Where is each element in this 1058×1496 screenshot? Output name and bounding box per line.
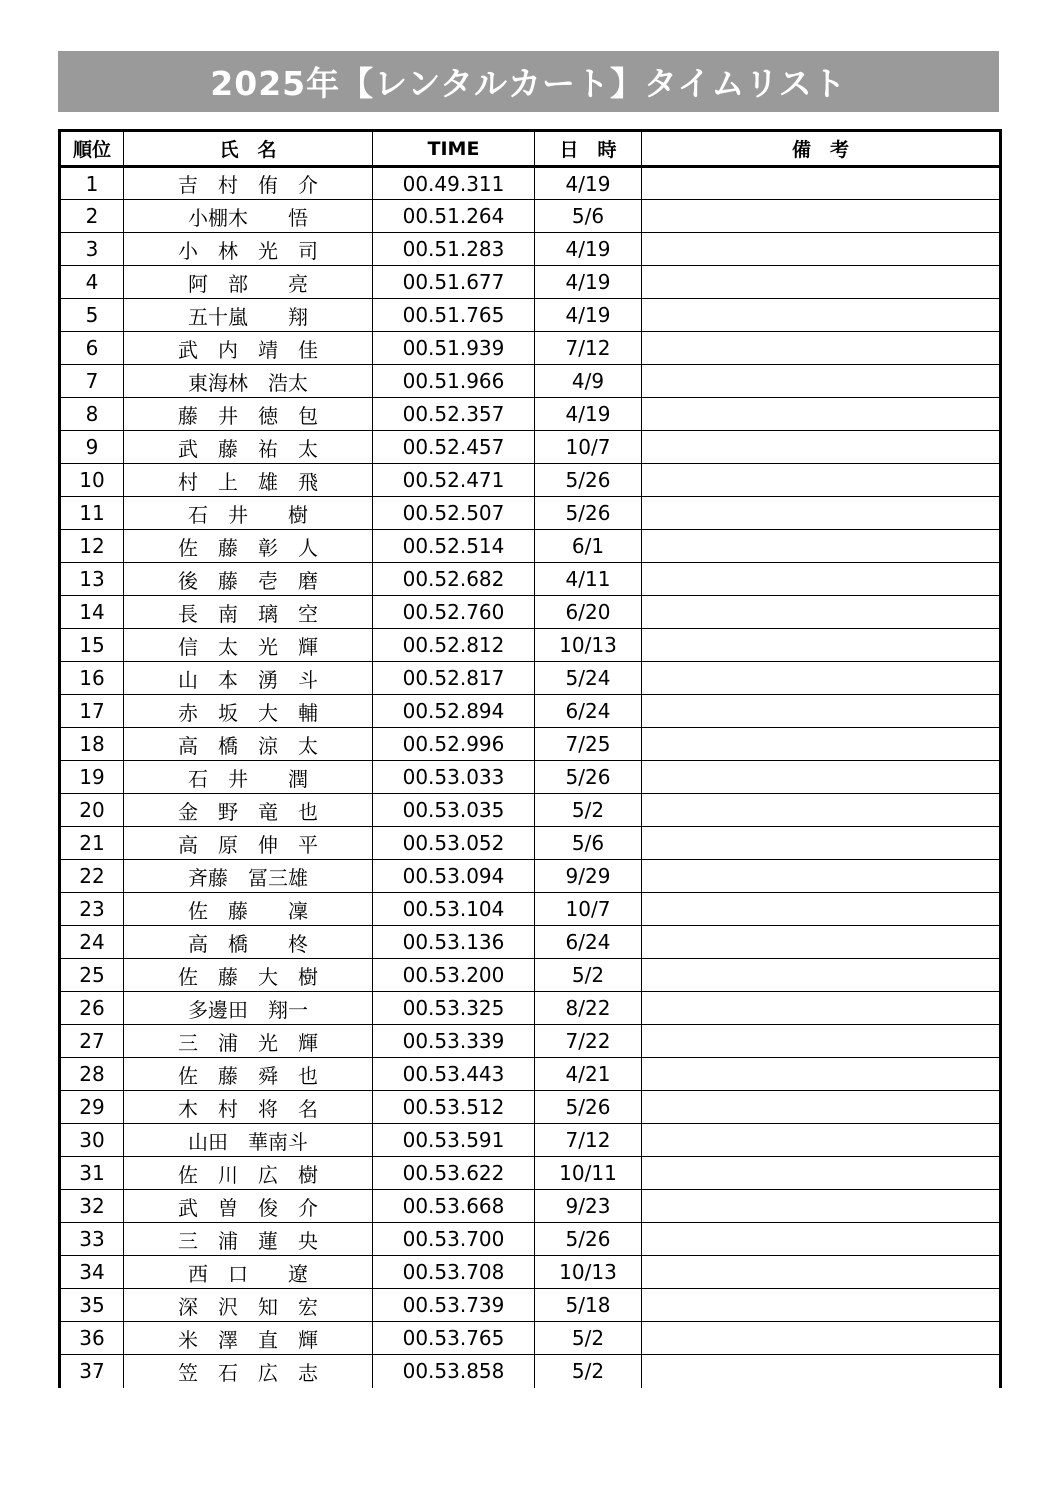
note-cell [642,761,1001,794]
note-cell [642,1355,1001,1388]
table-row [60,827,1001,860]
date-cell: 5/26 [535,1091,642,1124]
name-cell: 石 井 樹 [124,497,373,530]
note-cell [642,1190,1001,1223]
date-cell: 5/2 [535,959,642,992]
time-cell: 00.52.812 [373,629,535,662]
note-cell [642,1124,1001,1157]
name-cell: 石 井 潤 [124,761,373,794]
note-cell [642,332,1001,365]
date-cell: 6/24 [535,695,642,728]
table-row [60,794,1001,827]
name-cell: 阿 部 亮 [124,266,373,299]
name-cell: 高 橋 涼 太 [124,728,373,761]
rank-cell: 36 [60,1322,124,1355]
time-cell: 00.52.514 [373,530,535,563]
header-time: TIME [373,131,535,167]
table-row [60,1058,1001,1091]
time-cell: 00.53.443 [373,1058,535,1091]
name-cell: 藤 井 徳 包 [124,398,373,431]
name-cell: 東海林 浩太 [124,365,373,398]
date-cell: 8/22 [535,992,642,1025]
rank-cell: 9 [60,431,124,464]
time-cell: 00.53.739 [373,1289,535,1322]
date-cell: 5/26 [535,497,642,530]
date-cell: 10/13 [535,629,642,662]
table-row [60,629,1001,662]
note-cell [642,959,1001,992]
note-cell [642,794,1001,827]
note-cell [642,728,1001,761]
note-cell [642,497,1001,530]
note-cell [642,992,1001,1025]
time-cell: 00.53.052 [373,827,535,860]
table-header [60,131,1001,167]
rank-cell: 17 [60,695,124,728]
table-row [60,893,1001,926]
note-cell [642,1058,1001,1091]
rank-cell: 22 [60,860,124,893]
note-cell [642,167,1001,200]
table-row [60,1157,1001,1190]
name-cell: 多邊田 翔一 [124,992,373,1025]
date-cell: 9/23 [535,1190,642,1223]
table-row [60,596,1001,629]
rank-cell: 35 [60,1289,124,1322]
rank-cell: 6 [60,332,124,365]
note-cell [642,431,1001,464]
rank-cell: 3 [60,233,124,266]
time-cell: 00.53.708 [373,1256,535,1289]
time-cell: 00.52.357 [373,398,535,431]
date-cell: 7/12 [535,1124,642,1157]
table-row [60,1124,1001,1157]
note-cell [642,1289,1001,1322]
name-cell: 山 本 湧 斗 [124,662,373,695]
date-cell: 7/22 [535,1025,642,1058]
table-row [60,1091,1001,1124]
note-cell [642,266,1001,299]
date-cell: 5/2 [535,1355,642,1388]
table-row [60,530,1001,563]
rank-cell: 18 [60,728,124,761]
table-row [60,1355,1001,1388]
table-row [60,398,1001,431]
table-row [60,299,1001,332]
time-cell: 00.53.668 [373,1190,535,1223]
table-row [60,464,1001,497]
time-cell: 00.53.591 [373,1124,535,1157]
note-cell [642,1157,1001,1190]
rank-cell: 10 [60,464,124,497]
name-cell: 武 曽 俊 介 [124,1190,373,1223]
table-row [60,761,1001,794]
name-cell: 斉藤 冨三雄 [124,860,373,893]
header-rank: 順位 [60,131,124,167]
name-cell: 笠 石 広 志 [124,1355,373,1388]
name-cell: 武 内 靖 佳 [124,332,373,365]
rank-cell: 25 [60,959,124,992]
rank-cell: 32 [60,1190,124,1223]
table-row [60,266,1001,299]
time-cell: 00.53.094 [373,860,535,893]
time-cell: 00.49.311 [373,167,535,200]
note-cell [642,596,1001,629]
time-cell: 00.53.200 [373,959,535,992]
name-cell: 佐 藤 舜 也 [124,1058,373,1091]
name-cell: 深 沢 知 宏 [124,1289,373,1322]
time-cell: 00.53.700 [373,1223,535,1256]
rank-cell: 15 [60,629,124,662]
time-cell: 00.53.512 [373,1091,535,1124]
time-cell: 00.51.939 [373,332,535,365]
date-cell: 6/20 [535,596,642,629]
header-date: 日 時 [535,131,642,167]
rank-cell: 31 [60,1157,124,1190]
name-cell: 佐 川 広 樹 [124,1157,373,1190]
time-list-table [58,129,1002,1388]
table-row [60,200,1001,233]
rank-cell: 37 [60,1355,124,1388]
name-cell: 佐 藤 大 樹 [124,959,373,992]
rank-cell: 16 [60,662,124,695]
date-cell: 5/6 [535,200,642,233]
name-cell: 高 橋 柊 [124,926,373,959]
rank-cell: 26 [60,992,124,1025]
time-cell: 00.51.966 [373,365,535,398]
name-cell: 西 口 遼 [124,1256,373,1289]
note-cell [642,1025,1001,1058]
name-cell: 高 原 伸 平 [124,827,373,860]
date-cell: 5/2 [535,794,642,827]
time-cell: 00.52.471 [373,464,535,497]
table-row [60,728,1001,761]
time-cell: 00.53.765 [373,1322,535,1355]
rank-cell: 14 [60,596,124,629]
note-cell [642,1256,1001,1289]
page-title-banner [58,51,999,112]
header-note: 備 考 [642,131,1001,167]
rank-cell: 8 [60,398,124,431]
date-cell: 10/13 [535,1256,642,1289]
date-cell: 4/19 [535,398,642,431]
rank-cell: 34 [60,1256,124,1289]
table-row [60,167,1001,200]
rank-cell: 19 [60,761,124,794]
name-cell: 武 藤 祐 太 [124,431,373,464]
date-cell: 6/1 [535,530,642,563]
table-row [60,332,1001,365]
name-cell: 佐 藤 凜 [124,893,373,926]
time-cell: 00.53.136 [373,926,535,959]
date-cell: 5/26 [535,464,642,497]
rank-cell: 33 [60,1223,124,1256]
rank-cell: 21 [60,827,124,860]
table-row [60,1025,1001,1058]
name-cell: 信 太 光 輝 [124,629,373,662]
time-cell: 00.52.457 [373,431,535,464]
date-cell: 9/29 [535,860,642,893]
date-cell: 10/11 [535,1157,642,1190]
date-cell: 4/21 [535,1058,642,1091]
date-cell: 6/24 [535,926,642,959]
date-cell: 10/7 [535,893,642,926]
table-row [60,959,1001,992]
date-cell: 4/19 [535,266,642,299]
table-body [60,167,1001,1388]
time-cell: 00.51.264 [373,200,535,233]
time-cell: 00.53.035 [373,794,535,827]
name-cell: 赤 坂 大 輔 [124,695,373,728]
note-cell [642,233,1001,266]
note-cell [642,860,1001,893]
table-row [60,992,1001,1025]
table-row [60,1223,1001,1256]
name-cell: 小棚木 悟 [124,200,373,233]
rank-cell: 28 [60,1058,124,1091]
note-cell [642,926,1001,959]
rank-cell: 29 [60,1091,124,1124]
time-cell: 00.52.682 [373,563,535,596]
time-cell: 00.53.033 [373,761,535,794]
table-row [60,431,1001,464]
name-cell: 後 藤 壱 磨 [124,563,373,596]
date-cell: 7/25 [535,728,642,761]
note-cell [642,629,1001,662]
rank-cell: 1 [60,167,124,200]
name-cell: 金 野 竜 也 [124,794,373,827]
time-cell: 00.53.622 [373,1157,535,1190]
note-cell [642,695,1001,728]
table-row [60,1256,1001,1289]
rank-cell: 20 [60,794,124,827]
rank-cell: 4 [60,266,124,299]
date-cell: 4/19 [535,167,642,200]
rank-cell: 5 [60,299,124,332]
rank-cell: 13 [60,563,124,596]
time-cell: 00.53.339 [373,1025,535,1058]
table-row [60,1322,1001,1355]
note-cell [642,464,1001,497]
note-cell [642,398,1001,431]
name-cell: 三 浦 蓮 央 [124,1223,373,1256]
date-cell: 5/6 [535,827,642,860]
table-row [60,926,1001,959]
name-cell: 小 林 光 司 [124,233,373,266]
rank-cell: 27 [60,1025,124,1058]
date-cell: 4/19 [535,299,642,332]
header-row [60,131,1001,167]
note-cell [642,365,1001,398]
name-cell: 三 浦 光 輝 [124,1025,373,1058]
table-row [60,563,1001,596]
table-row [60,1289,1001,1322]
name-cell: 佐 藤 彰 人 [124,530,373,563]
note-cell [642,827,1001,860]
note-cell [642,662,1001,695]
time-cell: 00.53.104 [373,893,535,926]
name-cell: 村 上 雄 飛 [124,464,373,497]
date-cell: 5/2 [535,1322,642,1355]
name-cell: 長 南 璃 空 [124,596,373,629]
time-cell: 00.51.283 [373,233,535,266]
table-row [60,860,1001,893]
name-cell: 五十嵐 翔 [124,299,373,332]
time-cell: 00.53.858 [373,1355,535,1388]
note-cell [642,200,1001,233]
rank-cell: 30 [60,1124,124,1157]
rank-cell: 11 [60,497,124,530]
table-row [60,662,1001,695]
rank-cell: 24 [60,926,124,959]
table-row [60,497,1001,530]
date-cell: 7/12 [535,332,642,365]
time-cell: 00.52.996 [373,728,535,761]
note-cell [642,1223,1001,1256]
time-cell: 00.52.760 [373,596,535,629]
date-cell: 4/11 [535,563,642,596]
table-row [60,1190,1001,1223]
note-cell [642,563,1001,596]
date-cell: 5/26 [535,761,642,794]
date-cell: 4/9 [535,365,642,398]
time-cell: 00.53.325 [373,992,535,1025]
time-cell: 00.52.894 [373,695,535,728]
note-cell [642,299,1001,332]
table-row [60,365,1001,398]
date-cell: 5/18 [535,1289,642,1322]
date-cell: 4/19 [535,233,642,266]
rank-cell: 2 [60,200,124,233]
name-cell: 木 村 将 名 [124,1091,373,1124]
page-title: 2025年【レンタルカート】タイムリスト [210,64,847,103]
name-cell: 米 澤 直 輝 [124,1322,373,1355]
time-cell: 00.52.817 [373,662,535,695]
date-cell: 5/26 [535,1223,642,1256]
date-cell: 5/24 [535,662,642,695]
name-cell: 山田 華南斗 [124,1124,373,1157]
table-row [60,233,1001,266]
rank-cell: 12 [60,530,124,563]
time-cell: 00.51.677 [373,266,535,299]
name-cell: 吉 村 侑 介 [124,167,373,200]
table-row [60,695,1001,728]
time-cell: 00.52.507 [373,497,535,530]
rank-cell: 7 [60,365,124,398]
note-cell [642,1091,1001,1124]
note-cell [642,893,1001,926]
note-cell [642,530,1001,563]
rank-cell: 23 [60,893,124,926]
time-cell: 00.51.765 [373,299,535,332]
date-cell: 10/7 [535,431,642,464]
note-cell [642,1322,1001,1355]
header-name: 氏 名 [124,131,373,167]
